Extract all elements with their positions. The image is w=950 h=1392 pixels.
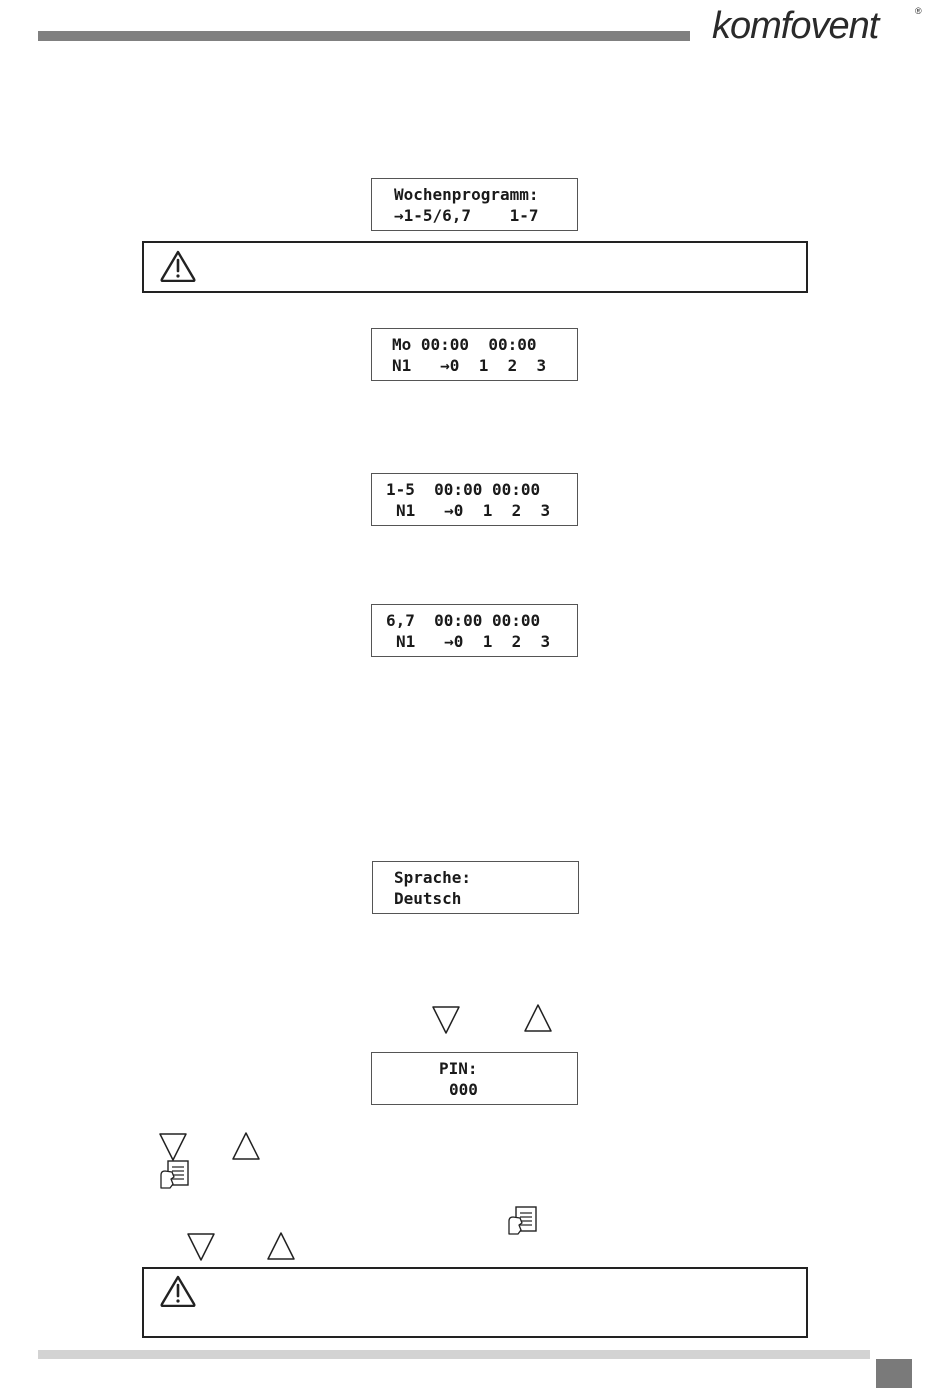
warning-triangle-icon (160, 250, 196, 282)
warning-box (142, 241, 808, 293)
lcd-line-1: 6,7 00:00 00:00 (386, 611, 541, 630)
lcd-pin (371, 1052, 578, 1105)
lcd-workdays-schedule (371, 473, 578, 526)
edit-hand-icon (506, 1204, 540, 1236)
lcd-monday-schedule (371, 328, 578, 381)
up-triangle-icon (265, 1230, 297, 1262)
lcd-line-1: Sprache: (394, 868, 472, 887)
lcd-line-1: PIN: (439, 1059, 478, 1078)
footer-bar (38, 1350, 870, 1359)
page-number-box (876, 1359, 912, 1388)
lcd-line-1: 1-5 00:00 00:00 (386, 480, 541, 499)
lcd-week-program (371, 178, 578, 231)
down-triangle-icon (430, 1004, 462, 1036)
warning-triangle-icon (160, 1275, 196, 1307)
warning-box (142, 1267, 808, 1338)
lcd-language (372, 861, 579, 914)
lcd-line-2: →1-5/6,7 1-7 (394, 206, 539, 225)
lcd-line-2: N1 →0 1 2 3 (396, 632, 551, 651)
registered-mark: ® (915, 6, 922, 16)
up-triangle-icon (522, 1002, 554, 1034)
lcd-weekend-schedule (371, 604, 578, 657)
lcd-line-2: N1 →0 1 2 3 (392, 356, 547, 375)
lcd-line-2: N1 →0 1 2 3 (396, 501, 551, 520)
lcd-line-1: Wochenprogramm: (394, 185, 539, 204)
brand-logo: komfovent (712, 5, 879, 47)
down-triangle-icon (185, 1231, 217, 1263)
header-bar (38, 31, 690, 41)
lcd-line-2: Deutsch (394, 889, 462, 908)
lcd-line-1: Mo 00:00 00:00 (392, 335, 537, 354)
edit-hand-icon (158, 1158, 192, 1190)
lcd-line-2: 000 (449, 1080, 478, 1099)
up-triangle-icon (230, 1130, 262, 1162)
